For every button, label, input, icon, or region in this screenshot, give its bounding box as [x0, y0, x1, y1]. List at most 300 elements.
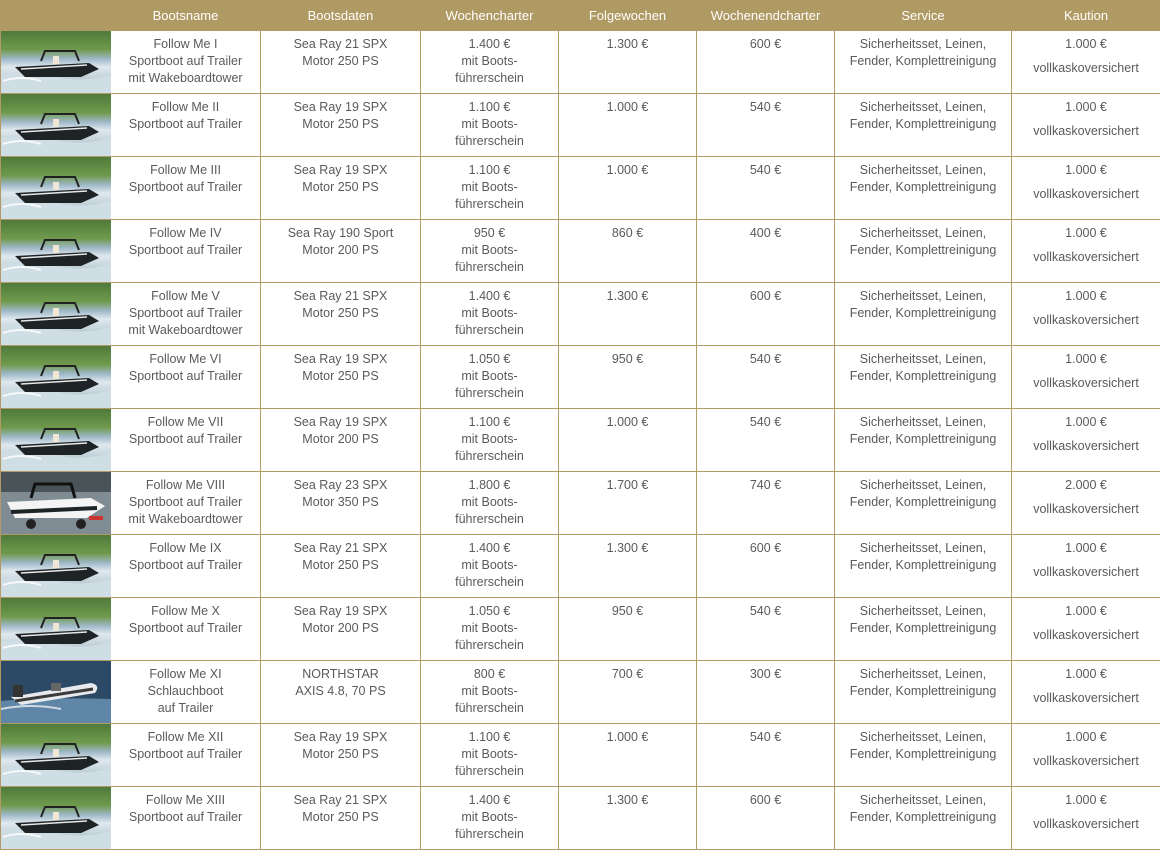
wochencharter-cell — [421, 472, 559, 535]
cell-line: Sea Ray 19 SPX — [261, 729, 420, 746]
cell-line: Follow Me VIII — [111, 477, 260, 494]
cell-line: 1.800 € — [421, 477, 558, 494]
cell-line: führerschein — [421, 700, 558, 717]
boat-image-cell — [1, 661, 111, 724]
bootsdaten-cell — [261, 661, 421, 724]
wochencharter-cell — [421, 535, 559, 598]
boat-on-trailer-image[interactable] — [1, 472, 111, 534]
sport-boat-image[interactable] — [1, 346, 111, 408]
wochenendcharter-cell — [697, 598, 835, 661]
cell-line: Fender, Komplettreinigung — [835, 620, 1011, 637]
wochencharter-cell — [421, 31, 559, 94]
service-cell — [835, 661, 1012, 724]
cell-line: mit Boots- — [421, 809, 558, 826]
wochenendcharter-cell — [697, 535, 835, 598]
cell-line: 540 € — [697, 99, 834, 116]
boat-image-cell — [1, 724, 111, 787]
cell-line: Follow Me XI — [111, 666, 260, 683]
cell-line: Sea Ray 21 SPX — [261, 288, 420, 305]
bootsname-cell — [111, 94, 261, 157]
cell-line: mit Boots- — [421, 557, 558, 574]
cell-line: Sea Ray 190 Sport — [261, 225, 420, 242]
sport-boat-image[interactable] — [1, 787, 111, 849]
cell-line: 600 € — [697, 288, 834, 305]
cell-line: Sportboot auf Trailer — [111, 179, 260, 196]
wochenendcharter-cell — [697, 661, 835, 724]
sport-boat-image[interactable] — [1, 283, 111, 345]
sport-boat-image[interactable] — [1, 598, 111, 660]
folgewochen-cell — [559, 472, 697, 535]
bootsname-cell — [111, 31, 261, 94]
table-row — [1, 472, 1160, 535]
cell-line: 1.000 € — [1012, 540, 1160, 557]
bootsdaten-cell — [261, 409, 421, 472]
folgewochen-cell — [559, 31, 697, 94]
bootsname-cell — [111, 220, 261, 283]
header-bootsname: Bootsname — [111, 1, 261, 31]
cell-line: Follow Me XII — [111, 729, 260, 746]
cell-line: auf Trailer — [111, 700, 260, 717]
boat-image-cell — [1, 31, 111, 94]
cell-line: 1.000 € — [559, 99, 696, 116]
bootsname-cell — [111, 472, 261, 535]
wochenendcharter-cell — [697, 787, 835, 850]
cell-line: 860 € — [559, 225, 696, 242]
cell-line: vollkaskoversichert — [1012, 753, 1160, 770]
service-cell — [835, 598, 1012, 661]
cell-line: Sea Ray 19 SPX — [261, 351, 420, 368]
cell-line: 1.000 € — [559, 162, 696, 179]
cell-line: Follow Me IV — [111, 225, 260, 242]
cell-line: führerschein — [421, 322, 558, 339]
cell-line: 1.000 € — [1012, 414, 1160, 431]
cell-line: Follow Me V — [111, 288, 260, 305]
cell-line: mit Wakeboardtower — [111, 70, 260, 87]
kaution-cell — [1012, 787, 1160, 850]
kaution-cell — [1012, 157, 1160, 220]
folgewochen-cell — [559, 94, 697, 157]
folgewochen-cell — [559, 787, 697, 850]
service-cell — [835, 220, 1012, 283]
wochenendcharter-cell — [697, 31, 835, 94]
service-cell — [835, 283, 1012, 346]
boat-image-cell — [1, 535, 111, 598]
cell-line: 1.100 € — [421, 729, 558, 746]
cell-line: Sportboot auf Trailer — [111, 494, 260, 511]
kaution-cell — [1012, 409, 1160, 472]
cell-line: Sea Ray 19 SPX — [261, 99, 420, 116]
sport-boat-image[interactable] — [1, 535, 111, 597]
cell-line: mit Boots- — [421, 179, 558, 196]
cell-line: Sportboot auf Trailer — [111, 368, 260, 385]
cell-line: Sicherheitsset, Leinen, — [835, 477, 1011, 494]
folgewochen-cell — [559, 598, 697, 661]
cell-line: 1.300 € — [559, 792, 696, 809]
cell-line: vollkaskoversichert — [1012, 501, 1160, 518]
cell-line: mit Boots- — [421, 431, 558, 448]
cell-line: 1.000 € — [1012, 792, 1160, 809]
cell-line: Fender, Komplettreinigung — [835, 431, 1011, 448]
cell-line: Sportboot auf Trailer — [111, 53, 260, 70]
wochencharter-cell — [421, 724, 559, 787]
cell-line: Sicherheitsset, Leinen, — [835, 225, 1011, 242]
kaution-cell — [1012, 472, 1160, 535]
cell-line: 800 € — [421, 666, 558, 683]
cell-line: Sicherheitsset, Leinen, — [835, 792, 1011, 809]
cell-line: 950 € — [559, 351, 696, 368]
cell-line: Sicherheitsset, Leinen, — [835, 603, 1011, 620]
cell-line: 1.000 € — [1012, 351, 1160, 368]
cell-line: mit Boots- — [421, 683, 558, 700]
wochencharter-cell — [421, 598, 559, 661]
service-cell — [835, 346, 1012, 409]
wochencharter-cell — [421, 157, 559, 220]
kaution-cell — [1012, 31, 1160, 94]
header-bootsdaten: Bootsdaten — [261, 1, 421, 31]
cell-line: 600 € — [697, 792, 834, 809]
kaution-cell — [1012, 346, 1160, 409]
cell-line: 1.100 € — [421, 162, 558, 179]
header-wochenendcharter: Wochenendcharter — [697, 1, 835, 31]
table-row — [1, 220, 1160, 283]
folgewochen-cell — [559, 535, 697, 598]
cell-line: vollkaskoversichert — [1012, 249, 1160, 266]
boat-image-cell — [1, 472, 111, 535]
cell-line: 540 € — [697, 414, 834, 431]
cell-line: Sicherheitsset, Leinen, — [835, 99, 1011, 116]
cell-line: 1.400 € — [421, 540, 558, 557]
wochencharter-cell — [421, 661, 559, 724]
cell-line: Sicherheitsset, Leinen, — [835, 666, 1011, 683]
cell-line: mit Boots- — [421, 368, 558, 385]
cell-line: 740 € — [697, 477, 834, 494]
folgewochen-cell — [559, 283, 697, 346]
cell-line: vollkaskoversichert — [1012, 312, 1160, 329]
cell-line: 1.000 € — [1012, 99, 1160, 116]
cell-line: mit Boots- — [421, 53, 558, 70]
cell-line: 600 € — [697, 540, 834, 557]
service-cell — [835, 724, 1012, 787]
cell-line: führerschein — [421, 133, 558, 150]
cell-line: vollkaskoversichert — [1012, 627, 1160, 644]
cell-line: Follow Me VII — [111, 414, 260, 431]
cell-line: führerschein — [421, 637, 558, 654]
cell-line: Fender, Komplettreinigung — [835, 809, 1011, 826]
cell-line: Motor 250 PS — [261, 53, 420, 70]
bootsname-cell — [111, 346, 261, 409]
inflatable-boat-image[interactable] — [1, 661, 111, 723]
cell-line: 950 € — [559, 603, 696, 620]
cell-line: 1.300 € — [559, 288, 696, 305]
cell-line: 1.000 € — [1012, 666, 1160, 683]
cell-line: 1.000 € — [559, 729, 696, 746]
boat-image-cell — [1, 94, 111, 157]
bootsname-cell — [111, 661, 261, 724]
cell-line: Follow Me X — [111, 603, 260, 620]
bootsname-cell — [111, 283, 261, 346]
cell-line: Fender, Komplettreinigung — [835, 179, 1011, 196]
cell-line: Sicherheitsset, Leinen, — [835, 351, 1011, 368]
cell-line: Sea Ray 21 SPX — [261, 540, 420, 557]
boat-image-cell — [1, 157, 111, 220]
cell-line: Sportboot auf Trailer — [111, 431, 260, 448]
cell-line: vollkaskoversichert — [1012, 186, 1160, 203]
service-cell — [835, 31, 1012, 94]
sport-boat-image[interactable] — [1, 220, 111, 282]
folgewochen-cell — [559, 724, 697, 787]
cell-line: 400 € — [697, 225, 834, 242]
cell-line: vollkaskoversichert — [1012, 375, 1160, 392]
cell-line: Fender, Komplettreinigung — [835, 746, 1011, 763]
cell-line: Fender, Komplettreinigung — [835, 116, 1011, 133]
cell-line: 1.100 € — [421, 99, 558, 116]
cell-line: mit Boots- — [421, 494, 558, 511]
wochenendcharter-cell — [697, 220, 835, 283]
sport-boat-image[interactable] — [1, 409, 111, 471]
header-kaution: Kaution — [1012, 1, 1160, 31]
cell-line: Follow Me XIII — [111, 792, 260, 809]
cell-line: Sportboot auf Trailer — [111, 809, 260, 826]
cell-line: Motor 250 PS — [261, 305, 420, 322]
cell-line: Motor 250 PS — [261, 179, 420, 196]
cell-line: 1.400 € — [421, 792, 558, 809]
cell-line: Follow Me IX — [111, 540, 260, 557]
service-cell — [835, 787, 1012, 850]
wochencharter-cell — [421, 94, 559, 157]
bootsdaten-cell — [261, 283, 421, 346]
cell-line: Sicherheitsset, Leinen, — [835, 162, 1011, 179]
cell-line: 540 € — [697, 603, 834, 620]
wochenendcharter-cell — [697, 157, 835, 220]
cell-line: mit Boots- — [421, 116, 558, 133]
cell-line: 2.000 € — [1012, 477, 1160, 494]
boat-image-cell — [1, 283, 111, 346]
cell-line: 540 € — [697, 351, 834, 368]
cell-line: 1.000 € — [1012, 225, 1160, 242]
table-row — [1, 661, 1160, 724]
sport-boat-image[interactable] — [1, 94, 111, 156]
cell-line: 300 € — [697, 666, 834, 683]
sport-boat-image[interactable] — [1, 724, 111, 786]
cell-line: Sea Ray 19 SPX — [261, 603, 420, 620]
cell-line: Motor 250 PS — [261, 809, 420, 826]
table-row — [1, 724, 1160, 787]
cell-line: Fender, Komplettreinigung — [835, 494, 1011, 511]
cell-line: Sea Ray 19 SPX — [261, 414, 420, 431]
wochencharter-cell — [421, 409, 559, 472]
bootsname-cell — [111, 598, 261, 661]
cell-line: 1.400 € — [421, 288, 558, 305]
header-wochencharter: Wochencharter — [421, 1, 559, 31]
cell-line: 1.000 € — [1012, 162, 1160, 179]
cell-line: Motor 250 PS — [261, 746, 420, 763]
table-row — [1, 157, 1160, 220]
sport-boat-image[interactable] — [1, 31, 111, 93]
cell-line: Fender, Komplettreinigung — [835, 53, 1011, 70]
cell-line: Sea Ray 19 SPX — [261, 162, 420, 179]
cell-line: vollkaskoversichert — [1012, 438, 1160, 455]
bootsname-cell — [111, 535, 261, 598]
cell-line: mit Boots- — [421, 242, 558, 259]
cell-line: 1.000 € — [1012, 36, 1160, 53]
cell-line: vollkaskoversichert — [1012, 60, 1160, 77]
cell-line: 1.400 € — [421, 36, 558, 53]
cell-line: Fender, Komplettreinigung — [835, 242, 1011, 259]
boat-image-cell — [1, 220, 111, 283]
kaution-cell — [1012, 598, 1160, 661]
folgewochen-cell — [559, 661, 697, 724]
header-image — [1, 1, 111, 31]
folgewochen-cell — [559, 220, 697, 283]
kaution-cell — [1012, 283, 1160, 346]
table-row — [1, 787, 1160, 850]
cell-line: Fender, Komplettreinigung — [835, 368, 1011, 385]
cell-line: Sicherheitsset, Leinen, — [835, 414, 1011, 431]
wochenendcharter-cell — [697, 724, 835, 787]
cell-line: 950 € — [421, 225, 558, 242]
bootsdaten-cell — [261, 346, 421, 409]
kaution-cell — [1012, 535, 1160, 598]
cell-line: 1.000 € — [1012, 288, 1160, 305]
cell-line: 1.300 € — [559, 36, 696, 53]
cell-line: Follow Me I — [111, 36, 260, 53]
cell-line: Sportboot auf Trailer — [111, 116, 260, 133]
cell-line: 1.100 € — [421, 414, 558, 431]
cell-line: Sea Ray 21 SPX — [261, 792, 420, 809]
bootsdaten-cell — [261, 724, 421, 787]
sport-boat-image[interactable] — [1, 157, 111, 219]
boat-image-cell — [1, 598, 111, 661]
cell-line: Motor 200 PS — [261, 431, 420, 448]
cell-line: führerschein — [421, 448, 558, 465]
cell-line: Follow Me III — [111, 162, 260, 179]
cell-line: Motor 250 PS — [261, 116, 420, 133]
cell-line: Fender, Komplettreinigung — [835, 557, 1011, 574]
wochenendcharter-cell — [697, 283, 835, 346]
cell-line: Schlauchboot — [111, 683, 260, 700]
cell-line: Sportboot auf Trailer — [111, 746, 260, 763]
bootsdaten-cell — [261, 31, 421, 94]
bootsdaten-cell — [261, 157, 421, 220]
cell-line: vollkaskoversichert — [1012, 690, 1160, 707]
cell-line: Sea Ray 23 SPX — [261, 477, 420, 494]
kaution-cell — [1012, 94, 1160, 157]
bootsdaten-cell — [261, 472, 421, 535]
cell-line: führerschein — [421, 196, 558, 213]
kaution-cell — [1012, 220, 1160, 283]
service-cell — [835, 157, 1012, 220]
bootsdaten-cell — [261, 94, 421, 157]
service-cell — [835, 472, 1012, 535]
cell-line: vollkaskoversichert — [1012, 816, 1160, 833]
cell-line: Sicherheitsset, Leinen, — [835, 729, 1011, 746]
cell-line: Sportboot auf Trailer — [111, 620, 260, 637]
service-cell — [835, 94, 1012, 157]
cell-line: führerschein — [421, 511, 558, 528]
service-cell — [835, 535, 1012, 598]
service-cell — [835, 409, 1012, 472]
cell-line: 540 € — [697, 162, 834, 179]
table-row — [1, 94, 1160, 157]
table-row — [1, 535, 1160, 598]
wochenendcharter-cell — [697, 472, 835, 535]
table-header-row — [1, 1, 1160, 31]
wochenendcharter-cell — [697, 409, 835, 472]
cell-line: vollkaskoversichert — [1012, 123, 1160, 140]
cell-line: 540 € — [697, 729, 834, 746]
bootsname-cell — [111, 787, 261, 850]
bootsdaten-cell — [261, 598, 421, 661]
cell-line: 1.050 € — [421, 351, 558, 368]
cell-line: 1.000 € — [1012, 603, 1160, 620]
cell-line: mit Boots- — [421, 305, 558, 322]
bootsname-cell — [111, 157, 261, 220]
wochencharter-cell — [421, 787, 559, 850]
cell-line: Sportboot auf Trailer — [111, 242, 260, 259]
cell-line: führerschein — [421, 763, 558, 780]
cell-line: AXIS 4.8, 70 PS — [261, 683, 420, 700]
wochencharter-cell — [421, 220, 559, 283]
wochenendcharter-cell — [697, 94, 835, 157]
boat-image-cell — [1, 346, 111, 409]
kaution-cell — [1012, 661, 1160, 724]
cell-line: Motor 350 PS — [261, 494, 420, 511]
table-row — [1, 598, 1160, 661]
wochenendcharter-cell — [697, 346, 835, 409]
cell-line: Follow Me VI — [111, 351, 260, 368]
wochencharter-cell — [421, 346, 559, 409]
table-row — [1, 409, 1160, 472]
cell-line: Sea Ray 21 SPX — [261, 36, 420, 53]
cell-line: 1.050 € — [421, 603, 558, 620]
cell-line: 600 € — [697, 36, 834, 53]
header-service: Service — [835, 1, 1012, 31]
boat-image-cell — [1, 409, 111, 472]
cell-line: führerschein — [421, 385, 558, 402]
cell-line: NORTHSTAR — [261, 666, 420, 683]
bootsdaten-cell — [261, 787, 421, 850]
cell-line: Fender, Komplettreinigung — [835, 683, 1011, 700]
cell-line: Motor 200 PS — [261, 620, 420, 637]
cell-line: Sicherheitsset, Leinen, — [835, 288, 1011, 305]
table-row — [1, 346, 1160, 409]
cell-line: 700 € — [559, 666, 696, 683]
cell-line: 1.700 € — [559, 477, 696, 494]
cell-line: Motor 250 PS — [261, 368, 420, 385]
folgewochen-cell — [559, 157, 697, 220]
cell-line: Motor 250 PS — [261, 557, 420, 574]
cell-line: 1.000 € — [559, 414, 696, 431]
folgewochen-cell — [559, 409, 697, 472]
cell-line: Motor 200 PS — [261, 242, 420, 259]
cell-line: Sportboot auf Trailer — [111, 305, 260, 322]
cell-line: führerschein — [421, 70, 558, 87]
bootsname-cell — [111, 724, 261, 787]
cell-line: führerschein — [421, 259, 558, 276]
cell-line: führerschein — [421, 574, 558, 591]
boat-image-cell — [1, 787, 111, 850]
cell-line: 1.000 € — [1012, 729, 1160, 746]
cell-line: mit Wakeboardtower — [111, 511, 260, 528]
wochencharter-cell — [421, 283, 559, 346]
table-row — [1, 31, 1160, 94]
cell-line: 1.300 € — [559, 540, 696, 557]
cell-line: Sportboot auf Trailer — [111, 557, 260, 574]
cell-line: vollkaskoversichert — [1012, 564, 1160, 581]
bootsdaten-cell — [261, 220, 421, 283]
table-row — [1, 283, 1160, 346]
cell-line: Sicherheitsset, Leinen, — [835, 36, 1011, 53]
